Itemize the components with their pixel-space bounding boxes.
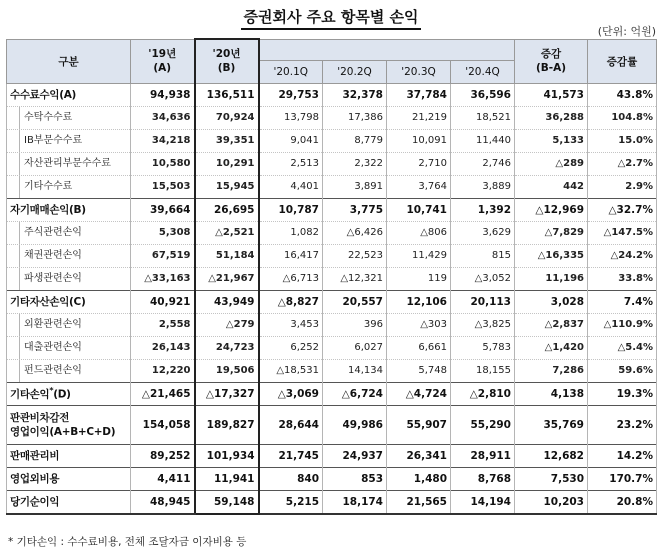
table-cell: 5,133	[515, 129, 588, 152]
table-row	[7, 244, 657, 267]
table-cell: △4,724	[387, 382, 451, 405]
table-cell: △3,825	[451, 313, 515, 336]
table-cell: △21,967	[195, 267, 259, 290]
row-label: 당기순이익	[7, 490, 131, 514]
table-cell: 7.4%	[588, 290, 657, 313]
table-cell: 11,429	[387, 244, 451, 267]
table-cell: 48,945	[131, 490, 195, 514]
table-cell: △147.5%	[588, 221, 657, 244]
table-cell: 1,392	[451, 198, 515, 221]
table-row	[7, 313, 657, 336]
table-cell: 10,091	[387, 129, 451, 152]
table-cell: 59.6%	[588, 359, 657, 382]
table-cell: △16,335	[515, 244, 588, 267]
table-cell: 7,286	[515, 359, 588, 382]
table-cell: △110.9%	[588, 313, 657, 336]
table-cell: 14,134	[323, 359, 387, 382]
table-cell: 15,503	[131, 175, 195, 198]
table-cell: 11,440	[451, 129, 515, 152]
table-cell: △17,327	[195, 382, 259, 405]
row-label: 수탁수수료	[7, 106, 131, 129]
table-cell: 17,386	[323, 106, 387, 129]
table-cell: 67,519	[131, 244, 195, 267]
table-cell: 12,220	[131, 359, 195, 382]
table-cell: 119	[387, 267, 451, 290]
row-label: 판관비차감전 영업이익(A+B+C+D)	[7, 405, 131, 444]
row-label: 채권관련손익	[7, 244, 131, 267]
table-cell: △21,465	[131, 382, 195, 405]
table-cell: 170.7%	[588, 467, 657, 490]
table-cell: 26,143	[131, 336, 195, 359]
table-cell: 3,889	[451, 175, 515, 198]
table-cell: 3,775	[323, 198, 387, 221]
table-cell: △6,724	[323, 382, 387, 405]
table-row	[7, 444, 657, 467]
table-cell: 2,513	[259, 152, 323, 175]
table-cell: 815	[451, 244, 515, 267]
table-cell: △3,069	[259, 382, 323, 405]
table-cell: 3,028	[515, 290, 588, 313]
table-cell: 6,027	[323, 336, 387, 359]
table-cell: 2,322	[323, 152, 387, 175]
table-cell: △33,163	[131, 267, 195, 290]
table-row	[7, 359, 657, 382]
table-cell: 3,453	[259, 313, 323, 336]
table-row	[7, 405, 657, 444]
table-cell: 37,784	[387, 83, 451, 106]
table-cell: 10,203	[515, 490, 588, 514]
table-row	[7, 106, 657, 129]
row-label: 주식관련손익	[7, 221, 131, 244]
header-change: 증감 (B-A)	[515, 39, 588, 83]
table-cell: △279	[195, 313, 259, 336]
header-quarters	[259, 39, 515, 60]
pl-table	[6, 38, 657, 515]
table-cell: △24.2%	[588, 244, 657, 267]
table-cell: 26,341	[387, 444, 451, 467]
table-cell: 2,710	[387, 152, 451, 175]
table-cell: 20,113	[451, 290, 515, 313]
table-cell: 34,636	[131, 106, 195, 129]
table-cell: 35,769	[515, 405, 588, 444]
table-cell: 23.2%	[588, 405, 657, 444]
table-row	[7, 336, 657, 359]
table-cell: 18,155	[451, 359, 515, 382]
header-q4: '20.4Q	[451, 60, 515, 83]
table-cell: △7,829	[515, 221, 588, 244]
table-cell: 396	[323, 313, 387, 336]
table-cell: 33.8%	[588, 267, 657, 290]
table-cell: 154,058	[131, 405, 195, 444]
table-cell: 21,565	[387, 490, 451, 514]
table-cell: 19.3%	[588, 382, 657, 405]
table-cell: 21,745	[259, 444, 323, 467]
table-cell: 70,924	[195, 106, 259, 129]
row-label: 파생관련손익	[7, 267, 131, 290]
table-cell: △303	[387, 313, 451, 336]
table-cell: 26,695	[195, 198, 259, 221]
table-cell: △289	[515, 152, 588, 175]
table-cell: 28,911	[451, 444, 515, 467]
table-cell: 189,827	[195, 405, 259, 444]
table-cell: 29,753	[259, 83, 323, 106]
table-cell: 8,779	[323, 129, 387, 152]
row-label: 영업외비용	[7, 467, 131, 490]
table-cell: 136,511	[195, 83, 259, 106]
table-row	[7, 267, 657, 290]
table-cell: 1,480	[387, 467, 451, 490]
table-cell: 16,417	[259, 244, 323, 267]
table-cell: 2,558	[131, 313, 195, 336]
table-cell: 12,682	[515, 444, 588, 467]
row-label: 외환관련손익	[7, 313, 131, 336]
header-q2: '20.2Q	[323, 60, 387, 83]
table-cell: 3,764	[387, 175, 451, 198]
table-cell: 36,288	[515, 106, 588, 129]
table-cell: 18,521	[451, 106, 515, 129]
table-row	[7, 382, 657, 405]
table-cell: 104.8%	[588, 106, 657, 129]
table-row	[7, 129, 657, 152]
table-cell: 853	[323, 467, 387, 490]
table-cell: 21,219	[387, 106, 451, 129]
table-cell: 19,506	[195, 359, 259, 382]
row-label: 펀드관련손익	[7, 359, 131, 382]
row-label: 기타수수료	[7, 175, 131, 198]
table-row	[7, 290, 657, 313]
table-cell: 15,945	[195, 175, 259, 198]
table-cell: △12,321	[323, 267, 387, 290]
table-cell: 9,041	[259, 129, 323, 152]
row-label: 기타자산손익(C)	[7, 290, 131, 313]
table-cell: 51,184	[195, 244, 259, 267]
table-cell: △18,531	[259, 359, 323, 382]
table-cell: 49,986	[323, 405, 387, 444]
table-cell: 5,308	[131, 221, 195, 244]
page-title: 증권회사 주요 항목별 손익	[0, 6, 662, 27]
table-cell: △2,837	[515, 313, 588, 336]
unit-note: (단위: 억원)	[597, 25, 656, 38]
table-cell: 22,523	[323, 244, 387, 267]
table-cell: 39,664	[131, 198, 195, 221]
header-rate: 증감률	[588, 39, 657, 83]
table-cell: 4,138	[515, 382, 588, 405]
footnote: * 기타손익 : 수수료비용, 전체 조달자금 이자비용 등	[8, 536, 247, 548]
table-cell: △2,810	[451, 382, 515, 405]
table-cell: 7,530	[515, 467, 588, 490]
header-q3: '20.3Q	[387, 60, 451, 83]
table-cell: △3,052	[451, 267, 515, 290]
table-cell: 94,938	[131, 83, 195, 106]
table-row	[7, 467, 657, 490]
table-cell: 55,290	[451, 405, 515, 444]
table-cell: 10,787	[259, 198, 323, 221]
table-cell: 12,106	[387, 290, 451, 313]
table-cell: 20,557	[323, 290, 387, 313]
table-cell: 40,921	[131, 290, 195, 313]
header-category: 구분	[7, 39, 131, 83]
table-row	[7, 83, 657, 106]
table-cell: 5,215	[259, 490, 323, 514]
table-row	[7, 152, 657, 175]
table-cell: △5.4%	[588, 336, 657, 359]
table-cell: 2.9%	[588, 175, 657, 198]
table-cell: △2.7%	[588, 152, 657, 175]
header-2019: '19년 (A)	[131, 39, 195, 83]
row-label: 판매관리비	[7, 444, 131, 467]
table-cell: 59,148	[195, 490, 259, 514]
table-cell: △806	[387, 221, 451, 244]
row-label: 대출관련손익	[7, 336, 131, 359]
table-cell: 32,378	[323, 83, 387, 106]
table-body	[7, 83, 657, 514]
table-cell: 15.0%	[588, 129, 657, 152]
table-cell: 5,783	[451, 336, 515, 359]
table-cell: 2,746	[451, 152, 515, 175]
table-cell: △6,426	[323, 221, 387, 244]
table-cell: 4,411	[131, 467, 195, 490]
table-cell: 10,291	[195, 152, 259, 175]
row-label: 자기매매손익(B)	[7, 198, 131, 221]
table-cell: △1,420	[515, 336, 588, 359]
table-cell: 6,252	[259, 336, 323, 359]
table-cell: 840	[259, 467, 323, 490]
table-cell: △6,713	[259, 267, 323, 290]
table-cell: 39,351	[195, 129, 259, 152]
table-cell: 4,401	[259, 175, 323, 198]
table-cell: 14,194	[451, 490, 515, 514]
table-row	[7, 490, 657, 514]
table-cell: 13,798	[259, 106, 323, 129]
table-cell: 5,748	[387, 359, 451, 382]
header-q1: '20.1Q	[259, 60, 323, 83]
table-cell: 24,723	[195, 336, 259, 359]
table-cell: 43,949	[195, 290, 259, 313]
table-cell: 55,907	[387, 405, 451, 444]
table-cell: 6,661	[387, 336, 451, 359]
table-row	[7, 221, 657, 244]
table-cell: 43.8%	[588, 83, 657, 106]
table-cell: 24,937	[323, 444, 387, 467]
table-cell: 20.8%	[588, 490, 657, 514]
table-cell: 11,941	[195, 467, 259, 490]
table-cell: 28,644	[259, 405, 323, 444]
table-cell: △8,827	[259, 290, 323, 313]
table-cell: 41,573	[515, 83, 588, 106]
table-cell: 11,196	[515, 267, 588, 290]
table-cell: △2,521	[195, 221, 259, 244]
table-cell: 101,934	[195, 444, 259, 467]
table-cell: 442	[515, 175, 588, 198]
table-cell: 10,580	[131, 152, 195, 175]
table-row	[7, 198, 657, 221]
table-cell: 3,891	[323, 175, 387, 198]
table-cell: 1,082	[259, 221, 323, 244]
row-label: IB부문수수료	[7, 129, 131, 152]
table-cell: 8,768	[451, 467, 515, 490]
table-cell: 3,629	[451, 221, 515, 244]
row-label: 자산관리부문수수료	[7, 152, 131, 175]
header-2020: '20년 (B)	[195, 39, 259, 83]
row-label: 수수료수익(A)	[7, 83, 131, 106]
row-label: 기타손익*(D)	[7, 382, 131, 405]
table-cell: △32.7%	[588, 198, 657, 221]
table-cell: 14.2%	[588, 444, 657, 467]
table-row	[7, 175, 657, 198]
table-cell: 34,218	[131, 129, 195, 152]
table-cell: 36,596	[451, 83, 515, 106]
table-cell: 18,174	[323, 490, 387, 514]
table-cell: △12,969	[515, 198, 588, 221]
table-cell: 10,741	[387, 198, 451, 221]
table-cell: 89,252	[131, 444, 195, 467]
